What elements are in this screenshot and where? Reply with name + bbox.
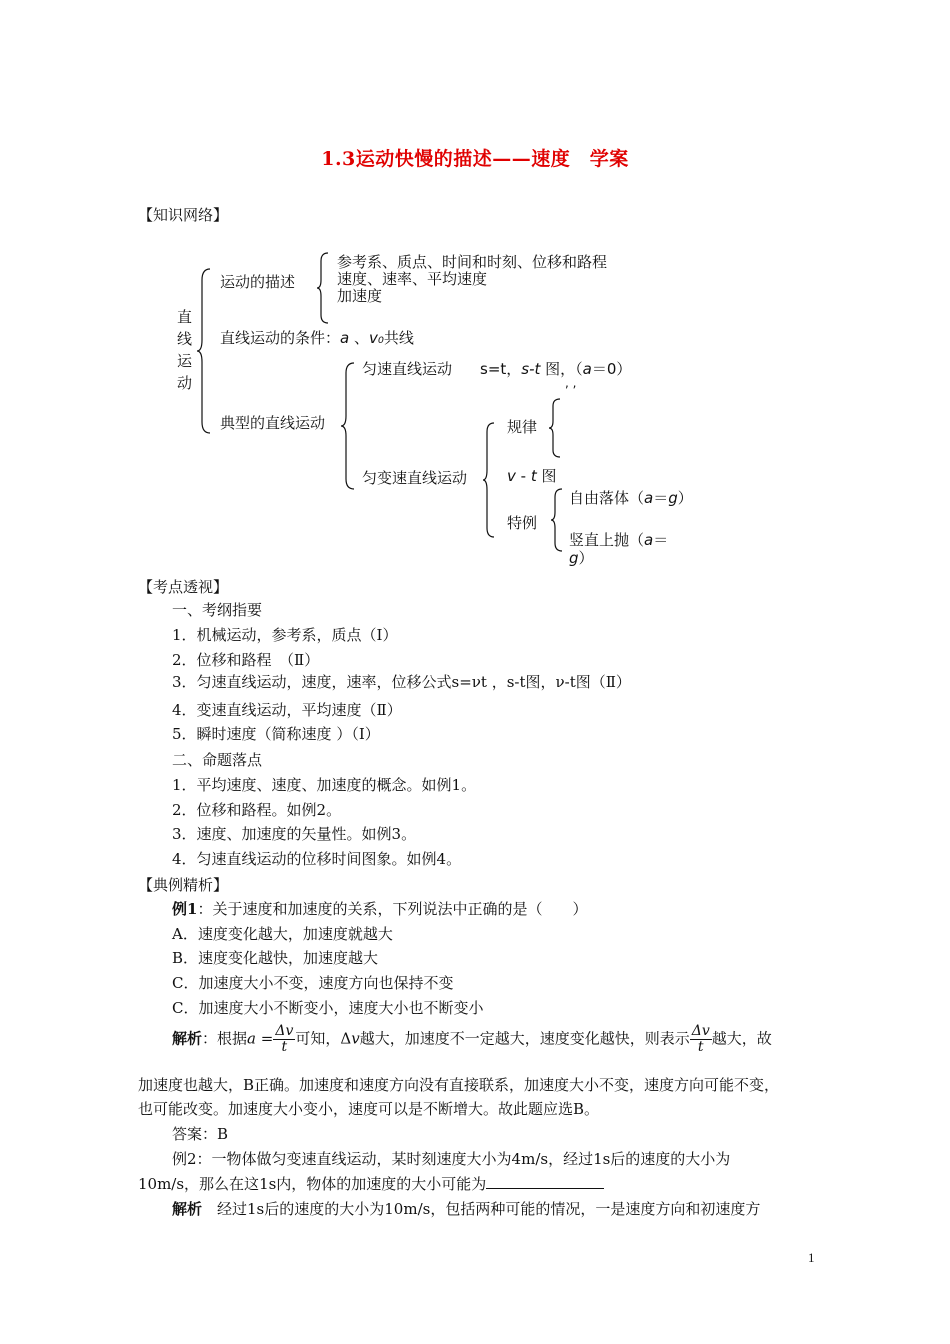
analysis-text: 越大，加速度不一定越大，速度变化越快，则表示 (359, 1029, 690, 1048)
delta-v-over-t-fraction (273, 1024, 295, 1055)
vertical-throw-a: a (644, 531, 654, 549)
condition-v0: v₀ (369, 329, 384, 347)
uniform-s-formula: s=t (480, 360, 507, 378)
exam-subheading: 一、考纲指要 (172, 601, 263, 619)
description-item: 速度、速率、平均速度 (337, 270, 488, 288)
special-case-label: 特例 (507, 514, 538, 532)
fraction-denominator: t (281, 1039, 288, 1055)
analysis-text: ：根据 (202, 1029, 248, 1048)
free-fall-eq: ＝ (653, 489, 669, 507)
vt-v: v (507, 467, 516, 485)
free-fall-item (569, 487, 693, 508)
root-char: 线 (177, 330, 193, 348)
main-brace (196, 268, 212, 434)
vertical-throw-item-cont (569, 547, 594, 568)
condition-suffix: 共线 (383, 329, 414, 347)
exam-item: 5．瞬时速度（简称速度 ）（Ⅰ） (172, 725, 380, 743)
description-brace (316, 252, 330, 324)
exam-item: 4．变速直线运动，平均速度（Ⅱ） (172, 701, 402, 719)
vt-dash: - (515, 467, 531, 485)
uniform-motion-formula (480, 358, 631, 379)
accelerated-brace (482, 422, 496, 538)
description-item: 参考系、质点、时间和时刻、位移和路程 (337, 253, 608, 271)
exam-item: 4．匀速直线运动的位移时间图象。如例4。 (172, 850, 462, 868)
analysis-text: 越大，故 (711, 1029, 772, 1048)
fraction-numerator: Δv (691, 1023, 710, 1039)
analysis-line-3: 也可能改变。加速度大小变小，速度可以是不断增大。故此题应选B。 (138, 1100, 600, 1118)
comma-marks: , , (565, 376, 577, 390)
exam-item: 3．匀速直线运动，速度，速率，位移公式s=νt ，s-t图，ν-t图（Ⅱ） (172, 673, 631, 691)
example-2-analysis-text: 经过1s后的速度的大小为10m/s，包括两种可能的情况，一是速度方向和初速度方 (202, 1200, 761, 1218)
exam-item: 2．位移和路程 （Ⅱ） (172, 651, 320, 669)
vertical-throw-prefix: 竖直上抛（ (569, 531, 645, 549)
examples-heading: 【典例精析】 (138, 876, 229, 894)
analysis-label: 解析 (172, 1029, 203, 1048)
knowledge-network-heading: 【知识网络】 (138, 206, 229, 224)
example-2-line-2 (138, 1173, 604, 1194)
vt-graph: 图 (536, 467, 557, 485)
analysis-line-2: 加速度也越大，B正确。加速度和速度方向没有直接联系，加速度大小不变，速度方向可能不变， (138, 1076, 780, 1094)
example-2-analysis (172, 1198, 760, 1219)
uniform-graph: 图，（ (540, 360, 583, 378)
free-fall-a: a (644, 489, 654, 507)
free-fall-end: ） (677, 489, 693, 507)
analysis-v: v (351, 1029, 360, 1048)
uniform-eq: ＝0） (591, 360, 632, 378)
exam-points-heading: 【考点透视】 (138, 578, 229, 596)
formula-a: a (247, 1029, 256, 1048)
example-1-option: C．加速度大小不变，速度方向也保持不变 (172, 974, 454, 992)
linear-motion-condition (220, 327, 414, 348)
page-number: 1 (808, 1250, 815, 1265)
uniform-st: s-t (521, 360, 541, 378)
example-2-analysis-label: 解析 (172, 1200, 203, 1218)
vt-t: t (530, 467, 537, 485)
example-1-option: B．速度变化越快，加速度越大 (172, 949, 379, 967)
analysis-line-1 (172, 1024, 772, 1055)
rule-label: 规律 (507, 418, 538, 436)
delta-v-over-t-fraction (690, 1024, 712, 1055)
typical-motion-label: 典型的直线运动 (220, 414, 326, 432)
example-2-text: 10m/s，那么在这1s内，物体的加速度的大小可能为 (138, 1175, 487, 1193)
exam-item: 2．位移和路程。如例2。 (172, 801, 342, 819)
condition-mid: 、 (349, 329, 369, 347)
answer-text: 答案：B (172, 1125, 229, 1143)
vertical-throw-end: ） (578, 549, 594, 567)
analysis-text: 可知，Δ (295, 1029, 352, 1048)
uniform-a: a (582, 360, 592, 378)
fraction-numerator: Δv (275, 1023, 294, 1039)
rule-brace (548, 398, 562, 458)
condition-prefix: 直线运动的条件： (220, 329, 341, 347)
description-item: 加速度 (337, 287, 383, 305)
special-brace (550, 488, 564, 552)
example-1-option: A．速度变化越大，加速度就越大 (172, 925, 393, 943)
vt-graph-label (507, 465, 557, 486)
accelerated-motion-label: 匀变速直线运动 (362, 469, 468, 487)
example-1-label: 例1 (172, 900, 198, 918)
motion-description-label: 运动的描述 (220, 273, 296, 291)
example-1-question (172, 898, 587, 919)
exam-subheading: 二、命题落点 (172, 751, 263, 769)
root-char: 运 (177, 352, 193, 370)
vertical-throw-eq: ＝ (653, 531, 669, 549)
typical-brace (340, 362, 356, 490)
formula-eq: = (255, 1029, 274, 1048)
exam-item: 3．速度、加速度的矢量性。如例3。 (172, 825, 417, 843)
root-char: 动 (177, 374, 193, 392)
exam-item: 1．平均速度、速度、加速度的概念。如例1。 (172, 776, 477, 794)
exam-item: 1．机械运动，参考系，质点（Ⅰ） (172, 626, 398, 644)
condition-a: a (340, 329, 350, 347)
fraction-denominator: t (697, 1039, 704, 1055)
uniform-sep: ， (506, 360, 522, 378)
root-char: 直 (177, 308, 193, 326)
example-1-option: C．加速度大小不断变小，速度大小也不断变小 (172, 999, 484, 1017)
free-fall-g: g (668, 489, 678, 507)
vertical-throw-g: g (569, 549, 579, 567)
free-fall-prefix: 自由落体（ (569, 489, 645, 507)
answer-blank (486, 1174, 604, 1189)
example-2-line-1: 例2：一物体做匀变速直线运动，某时刻速度大小为4m/s，经过1s后的速度的大小为 (172, 1150, 731, 1168)
example-1-text: ：关于速度和加速度的关系，下列说法中正确的是（ ） (197, 900, 588, 918)
page-title: 1.3运动快慢的描述——速度 学案 (321, 148, 629, 170)
uniform-motion-label: 匀速直线运动 (362, 360, 453, 378)
